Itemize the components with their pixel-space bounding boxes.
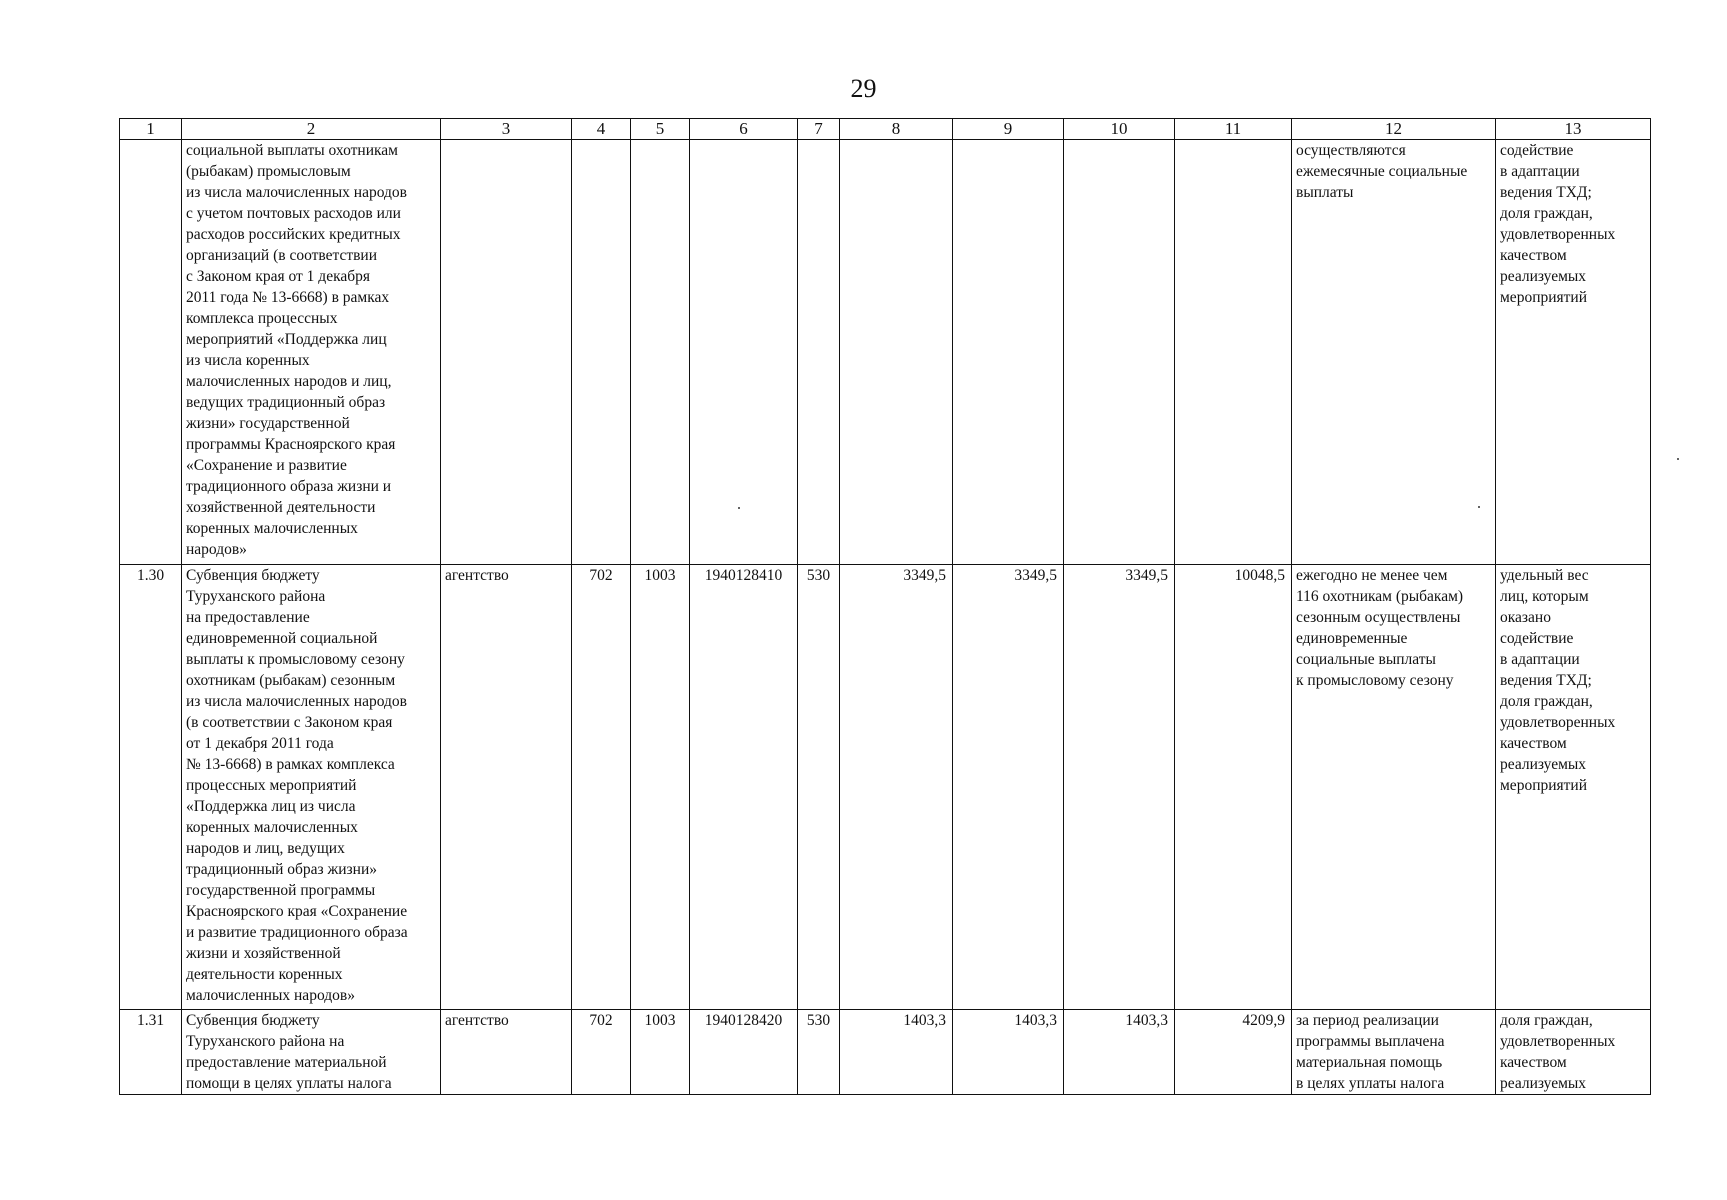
row-number — [120, 140, 182, 565]
amount-total-cell: 4209,9 — [1175, 1010, 1292, 1095]
header-row — [120, 119, 1651, 140]
gr-code-cell — [572, 140, 631, 565]
amount-year1-cell — [840, 140, 953, 565]
budget-table — [119, 118, 1651, 1095]
column-header: 5 — [631, 119, 690, 140]
column-header: 9 — [953, 119, 1064, 140]
gr-code-cell: 702 — [572, 565, 631, 1010]
section-code-cell: 1003 — [631, 1010, 690, 1095]
measure-name: Субвенция бюджету Туруханского района на предоставление единовременной социальной выплаты к промысловому сезону охотникам (рыбакам) сезонным из числа малочисленных народов (в соответствии с Законом края от 1 декабря 2011 года № 13-6668) в рамках комплекса процессных мероприятий «Поддержка лиц из числа коренных малочисленных народов и лиц, ведущих традиционный образ жизни» государственной программы Красноярского края «Сохранение и развитие традиционного образа жизни и хозяйственной деятельности коренных малочисленных народов» — [182, 565, 441, 1010]
column-header: 1 — [120, 119, 182, 140]
column-header: 7 — [798, 119, 840, 140]
table-row — [120, 140, 1651, 565]
expense-type-cell: 530 — [798, 565, 840, 1010]
target-code-cell — [690, 140, 798, 565]
amount-year2-cell: 1403,3 — [953, 1010, 1064, 1095]
amount-year2-cell: 3349,5 — [953, 565, 1064, 1010]
measure-name: Субвенция бюджету Туруханского района на предоставление материальной помощи в целях уплаты налога — [182, 1010, 441, 1095]
amount-year1-cell: 1403,3 — [840, 1010, 953, 1095]
column-header: 12 — [1292, 119, 1496, 140]
expected-result-cell: осуществляются ежемесячные социальные выплаты — [1292, 140, 1496, 565]
target-code-cell: 1940128420 — [690, 1010, 798, 1095]
expense-type-cell — [798, 140, 840, 565]
expected-result-cell: за период реализации программы выплачена материальная помощь в целях уплаты налога — [1292, 1010, 1496, 1095]
table-row — [120, 565, 1651, 1010]
table-row — [120, 1010, 1651, 1095]
column-header: 6 — [690, 119, 798, 140]
indicator-cell: доля граждан, удовлетворенных качеством реализуемых — [1496, 1010, 1651, 1095]
row-number: 1.30 — [120, 565, 182, 1010]
amount-total-cell: 10048,5 — [1175, 565, 1292, 1010]
section-code-cell: 1003 — [631, 565, 690, 1010]
amount-total-cell — [1175, 140, 1292, 565]
expected-result-cell: ежегодно не менее чем 116 охотникам (рыбакам) сезонным осуществлены единовременные социальные выплаты к промысловому сезону — [1292, 565, 1496, 1010]
amount-year3-cell: 3349,5 — [1064, 565, 1175, 1010]
column-header: 2 — [182, 119, 441, 140]
target-code-cell: 1940128410 — [690, 565, 798, 1010]
column-header: 3 — [441, 119, 572, 140]
agency-cell — [441, 140, 572, 565]
column-header: 13 — [1496, 119, 1651, 140]
agency-cell: агентство — [441, 565, 572, 1010]
agency-cell: агентство — [441, 1010, 572, 1095]
indicator-cell: удельный вес лиц, которым оказано содействие в адаптации ведения ТХД; доля граждан, удовлетворенных качеством реализуемых мероприятий — [1496, 565, 1651, 1010]
gr-code-cell: 702 — [572, 1010, 631, 1095]
section-code-cell — [631, 140, 690, 565]
indicator-cell: содействие в адаптации ведения ТХД; доля граждан, удовлетворенных качеством реализуемых мероприятий — [1496, 140, 1651, 565]
column-header: 11 — [1175, 119, 1292, 140]
column-header: 8 — [840, 119, 953, 140]
measure-name: социальной выплаты охотникам (рыбакам) промысловым из числа малочисленных народов с учетом почтовых расходов или расходов российских кредитных организаций (в соответствии с Законом края от 1 декабря 2011 года № 13-6668) в рамках комплекса процессных мероприятий «Поддержка лиц из числа коренных малочисленных народов и лиц, ведущих традиционный образ жизни» государственной программы Красноярского края «Сохранение и развитие традиционного образа жизни и хозяйственной деятельности коренных малочисленных народов» — [182, 140, 441, 565]
page-number: 29 — [850, 74, 877, 103]
column-header: 10 — [1064, 119, 1175, 140]
row-number: 1.31 — [120, 1010, 182, 1095]
amount-year3-cell — [1064, 140, 1175, 565]
amount-year2-cell — [953, 140, 1064, 565]
expense-type-cell: 530 — [798, 1010, 840, 1095]
amount-year1-cell: 3349,5 — [840, 565, 953, 1010]
scan-speck — [1478, 506, 1480, 508]
scan-speck — [738, 507, 740, 509]
column-header: 4 — [572, 119, 631, 140]
scan-speck — [1677, 458, 1679, 460]
amount-year3-cell: 1403,3 — [1064, 1010, 1175, 1095]
